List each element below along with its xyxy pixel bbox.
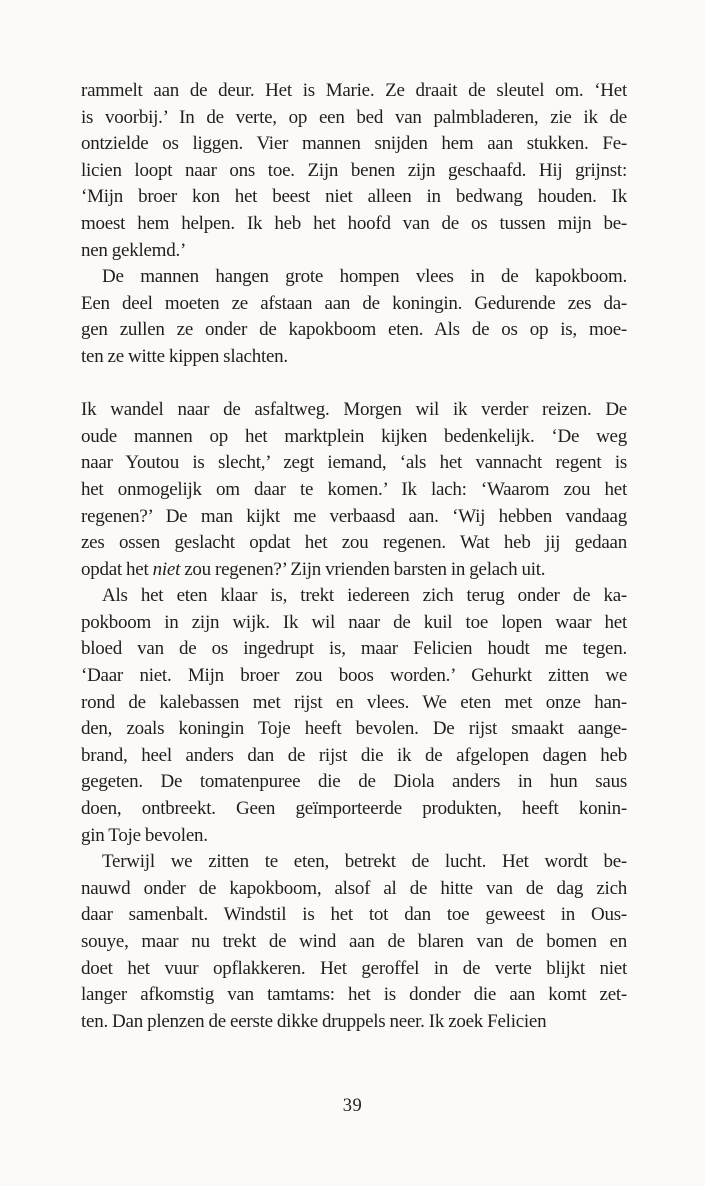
paragraph — [81, 264, 627, 370]
text-line: ontzielde os liggen. Vier mannen snijden hem aan stukken. Fe- — [81, 133, 627, 155]
text-line: bloed van de os ingedrupt is, maar Felicien houdt me tegen. — [81, 638, 627, 660]
paragraph — [81, 78, 627, 264]
text-line: licien loopt naar ons toe. Zijn benen zijn geschaafd. Hij grijnst: — [81, 159, 627, 181]
text-line: oude mannen op het marktplein kijken bedenkelijk. ‘De weg — [81, 425, 627, 447]
text-block — [81, 78, 627, 1035]
text-line: brand, heel anders dan de rijst die ik de afgelopen dagen heb — [81, 744, 627, 766]
text-line: daar samenbalt. Windstil is het tot dan toe geweest in Ous- — [81, 904, 627, 926]
text-line: ten. Dan plenzen de eerste dikke druppels neer. Ik zoek Felicien — [81, 1010, 547, 1032]
text-line: is voorbij.’ In de verte, op een bed van palmbladeren, zie ik de — [81, 106, 627, 128]
text-line: souye, maar nu trekt de wind aan de blaren van de bomen en — [81, 931, 627, 952]
text-line: langer afkomstig van tamtams: het is donder die aan komt zet- — [81, 984, 627, 1006]
text-line: gegeten. De tomatenpuree die de Diola anders in hun saus — [81, 771, 627, 793]
text-line: nen geklemd.’ — [81, 239, 187, 261]
text-line: Een deel moeten ze afstaan aan de koningin. Gedurende zes da- — [81, 292, 627, 314]
text-line: zes ossen geslacht opdat het zou regenen. Wat heb jij gedaan — [81, 532, 627, 554]
text-line: doet het vuur opflakkeren. Het geroffel in de verte blijkt niet — [81, 957, 627, 979]
text-line: gin Toje bevolen. — [81, 824, 208, 846]
text-line: het onmogelijk om daar te komen.’ Ik lach: ‘Waarom zou het — [81, 478, 627, 500]
text-line: ten ze witte kippen slachten. — [81, 345, 288, 367]
text-line: ‘Daar niet. Mijn broer zou boos worden.’ Gehurkt zitten we — [81, 665, 627, 687]
text-line: Ik wandel naar de asfaltweg. Morgen wil ik verder reizen. De — [81, 399, 627, 421]
text-line: Als het eten klaar is, trekt iedereen zich terug onder de ka- — [102, 585, 627, 607]
text-line: moest hem helpen. Ik heb het hoofd van de os tussen mijn be- — [81, 212, 627, 234]
text-line: De mannen hangen grote hompen vlees in de kapokboom. — [102, 266, 627, 288]
text-line: gen zullen ze onder de kapokboom eten. Als de os op is, moe- — [81, 319, 627, 341]
text-line: rammelt aan de deur. Het is Marie. Ze draait de sleutel om. ‘Het — [81, 80, 627, 101]
text-line: regenen?’ De man kijkt me verbaasd aan. ‘Wij hebben vandaag — [81, 505, 627, 527]
text-line: ‘Mijn broer kon het beest niet alleen in bedwang houden. Ik — [81, 186, 627, 208]
text-line: naar Youtou is slecht,’ zegt iemand, ‘als het vannacht regent is — [81, 452, 627, 474]
text-line: doen, ontbreekt. Geen geïmporteerde produkten, heeft konin- — [81, 798, 627, 820]
text-line: pokboom in zijn wijk. Ik wil naar de kuil toe lopen waar het — [81, 611, 627, 633]
paragraph — [81, 849, 627, 1035]
text-line: opdat het niet zou regenen?’ Zijn vrienden barsten in gelach uit. — [81, 558, 546, 580]
paragraph — [81, 583, 627, 849]
text-line: rond de kalebassen met rijst en vlees. We eten met onze han- — [81, 691, 627, 713]
text-line: nauwd onder de kapokboom, alsof al de hitte van de dag zich — [81, 877, 627, 899]
page-number: 39 — [342, 1096, 363, 1116]
text-line: Terwijl we zitten te eten, betrekt de lucht. Het wordt be- — [102, 851, 627, 873]
paragraph — [81, 397, 627, 583]
text-line: den, zoals koningin Toje heeft bevolen. De rijst smaakt aange- — [81, 718, 627, 740]
italic-text: niet — [152, 558, 181, 580]
